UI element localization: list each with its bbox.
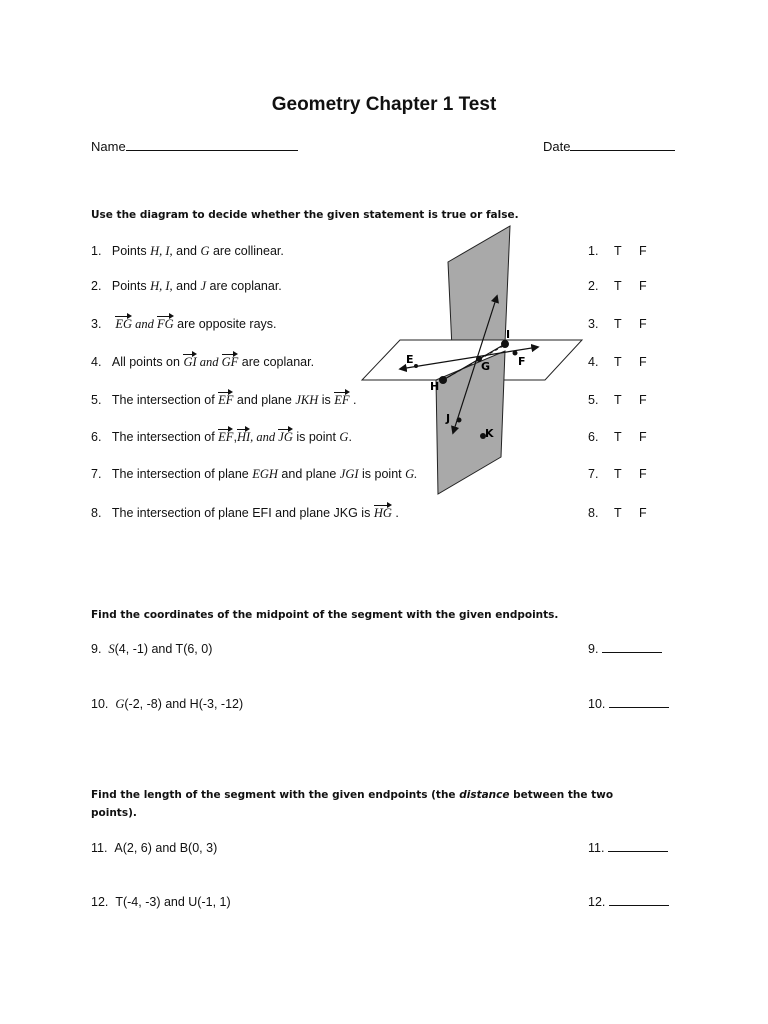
- true-option[interactable]: T: [614, 317, 622, 331]
- point-i: [501, 340, 509, 348]
- answer-8: 8. T F: [588, 506, 647, 520]
- answer-9[interactable]: 9.: [588, 642, 662, 656]
- answer-11[interactable]: 11.: [588, 841, 668, 855]
- answer-3: 3. T F: [588, 317, 647, 331]
- false-option[interactable]: F: [639, 393, 647, 407]
- true-option[interactable]: T: [614, 355, 622, 369]
- answer-6: 6. T F: [588, 430, 647, 444]
- false-option[interactable]: F: [639, 467, 647, 481]
- question-4: 4. All points on GI and GF are coplanar.: [91, 355, 315, 369]
- label-k: K: [485, 427, 494, 440]
- answer-5: 5. T F: [588, 393, 647, 407]
- point-j: [457, 418, 462, 423]
- false-option[interactable]: F: [639, 506, 647, 520]
- section3-instruction-line2: points).: [91, 807, 137, 819]
- true-option[interactable]: T: [614, 506, 622, 520]
- label-i: I: [506, 328, 511, 341]
- label-h: H: [430, 380, 440, 393]
- answer-12[interactable]: 12.: [588, 895, 669, 909]
- answer-4: 4. T F: [588, 355, 647, 369]
- answer-blank[interactable]: [609, 895, 669, 906]
- false-option[interactable]: F: [639, 430, 647, 444]
- section2-instruction: Find the coordinates of the midpoint of the segment with the given endpoints.: [91, 609, 559, 621]
- question-10: 10. G(-2, -8) and H(-3, -12): [91, 697, 244, 711]
- false-option[interactable]: F: [639, 317, 647, 331]
- answer-1: 1. T F: [588, 244, 647, 258]
- point-f: [513, 351, 518, 356]
- answer-7: 7. T F: [588, 467, 647, 481]
- question-3: 3. EG and FG are opposite rays.: [91, 317, 277, 331]
- answer-10[interactable]: 10.: [588, 697, 669, 711]
- question-2: 2. Points H, I, and J are coplanar.: [91, 279, 282, 293]
- page-title: Geometry Chapter 1 Test: [271, 94, 497, 115]
- date-field[interactable]: [543, 139, 675, 154]
- question-11: 11. A(2, 6) and B(0, 3): [91, 841, 218, 855]
- true-option[interactable]: T: [614, 467, 622, 481]
- answer-blank[interactable]: [602, 642, 662, 653]
- name-label: Name: [91, 139, 126, 154]
- question-12: 12. T(-4, -3) and U(-1, 1): [91, 895, 231, 909]
- true-option[interactable]: T: [614, 279, 622, 293]
- point-h: [439, 376, 447, 384]
- question-8: 8. The intersection of plane EFI and plane JKG is HG .: [91, 506, 399, 520]
- question-7: 7. The intersection of plane EGH and plane JGI is point G.: [91, 467, 418, 481]
- answer-blank[interactable]: [608, 841, 668, 852]
- date-label: Date: [543, 139, 571, 154]
- section1-instruction: Use the diagram to decide whether the given statement is true or false.: [91, 209, 519, 221]
- false-option[interactable]: F: [639, 279, 647, 293]
- false-option[interactable]: F: [639, 244, 647, 258]
- answer-blank[interactable]: [609, 697, 669, 708]
- section3-instruction: Find the length of the segment with the given endpoints (the distance between the two: [91, 789, 614, 801]
- name-blank[interactable]: [126, 140, 298, 151]
- label-f: F: [518, 355, 526, 368]
- planes-diagram: [355, 215, 590, 500]
- true-option[interactable]: T: [614, 393, 622, 407]
- date-blank[interactable]: [570, 140, 675, 151]
- label-g: G: [481, 360, 491, 373]
- label-j: J: [446, 412, 451, 425]
- label-e: E: [406, 353, 414, 366]
- question-9: 9. S(4, -1) and T(6, 0): [91, 642, 213, 656]
- question-5: 5. The intersection of EF and plane JKH is EF .: [91, 393, 357, 407]
- answer-2: 2. T F: [588, 279, 647, 293]
- point-e: [414, 364, 418, 368]
- question-6: 6. The intersection of EF,HI, and JG is point G.: [91, 430, 352, 444]
- false-option[interactable]: F: [639, 355, 647, 369]
- true-option[interactable]: T: [614, 430, 622, 444]
- name-field[interactable]: [91, 139, 298, 154]
- question-1: 1. Points H, I, and G are collinear.: [91, 244, 284, 258]
- true-option[interactable]: T: [614, 244, 622, 258]
